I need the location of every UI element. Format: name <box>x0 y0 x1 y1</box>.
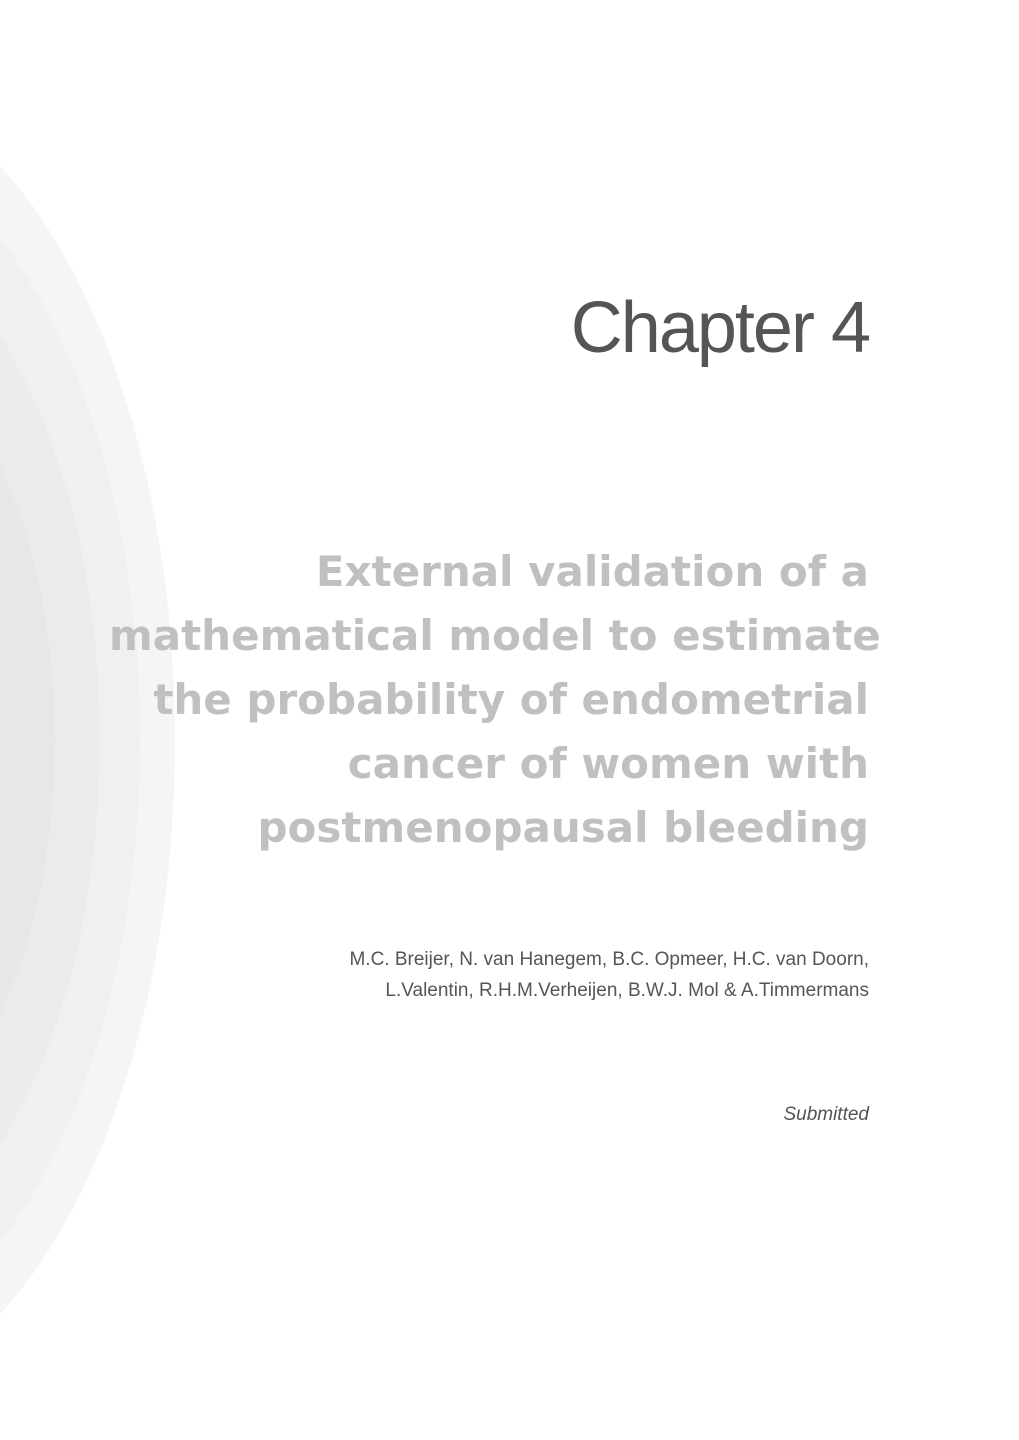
publication-status: Submitted <box>783 1104 869 1125</box>
author-list <box>169 944 869 1006</box>
chapter-title-line: mathematical model to estimate <box>109 611 881 660</box>
chapter-title-line: cancer of women with <box>347 739 869 788</box>
chapter-title-line: External validation of a <box>315 547 869 596</box>
chapter-title <box>109 540 881 860</box>
chapter-heading: Chapter 4 <box>570 288 869 368</box>
author-line: M.C. Breijer, N. van Hanegem, B.C. Opmeer, H.C. van Doorn, <box>349 949 869 970</box>
chapter-title-line: postmenopausal bleeding <box>257 803 869 852</box>
author-line: L.Valentin, R.H.M.Verheijen, B.W.J. Mol & A.Timmermans <box>385 980 869 1001</box>
chapter-title-line: the probability of endometrial <box>153 675 869 724</box>
